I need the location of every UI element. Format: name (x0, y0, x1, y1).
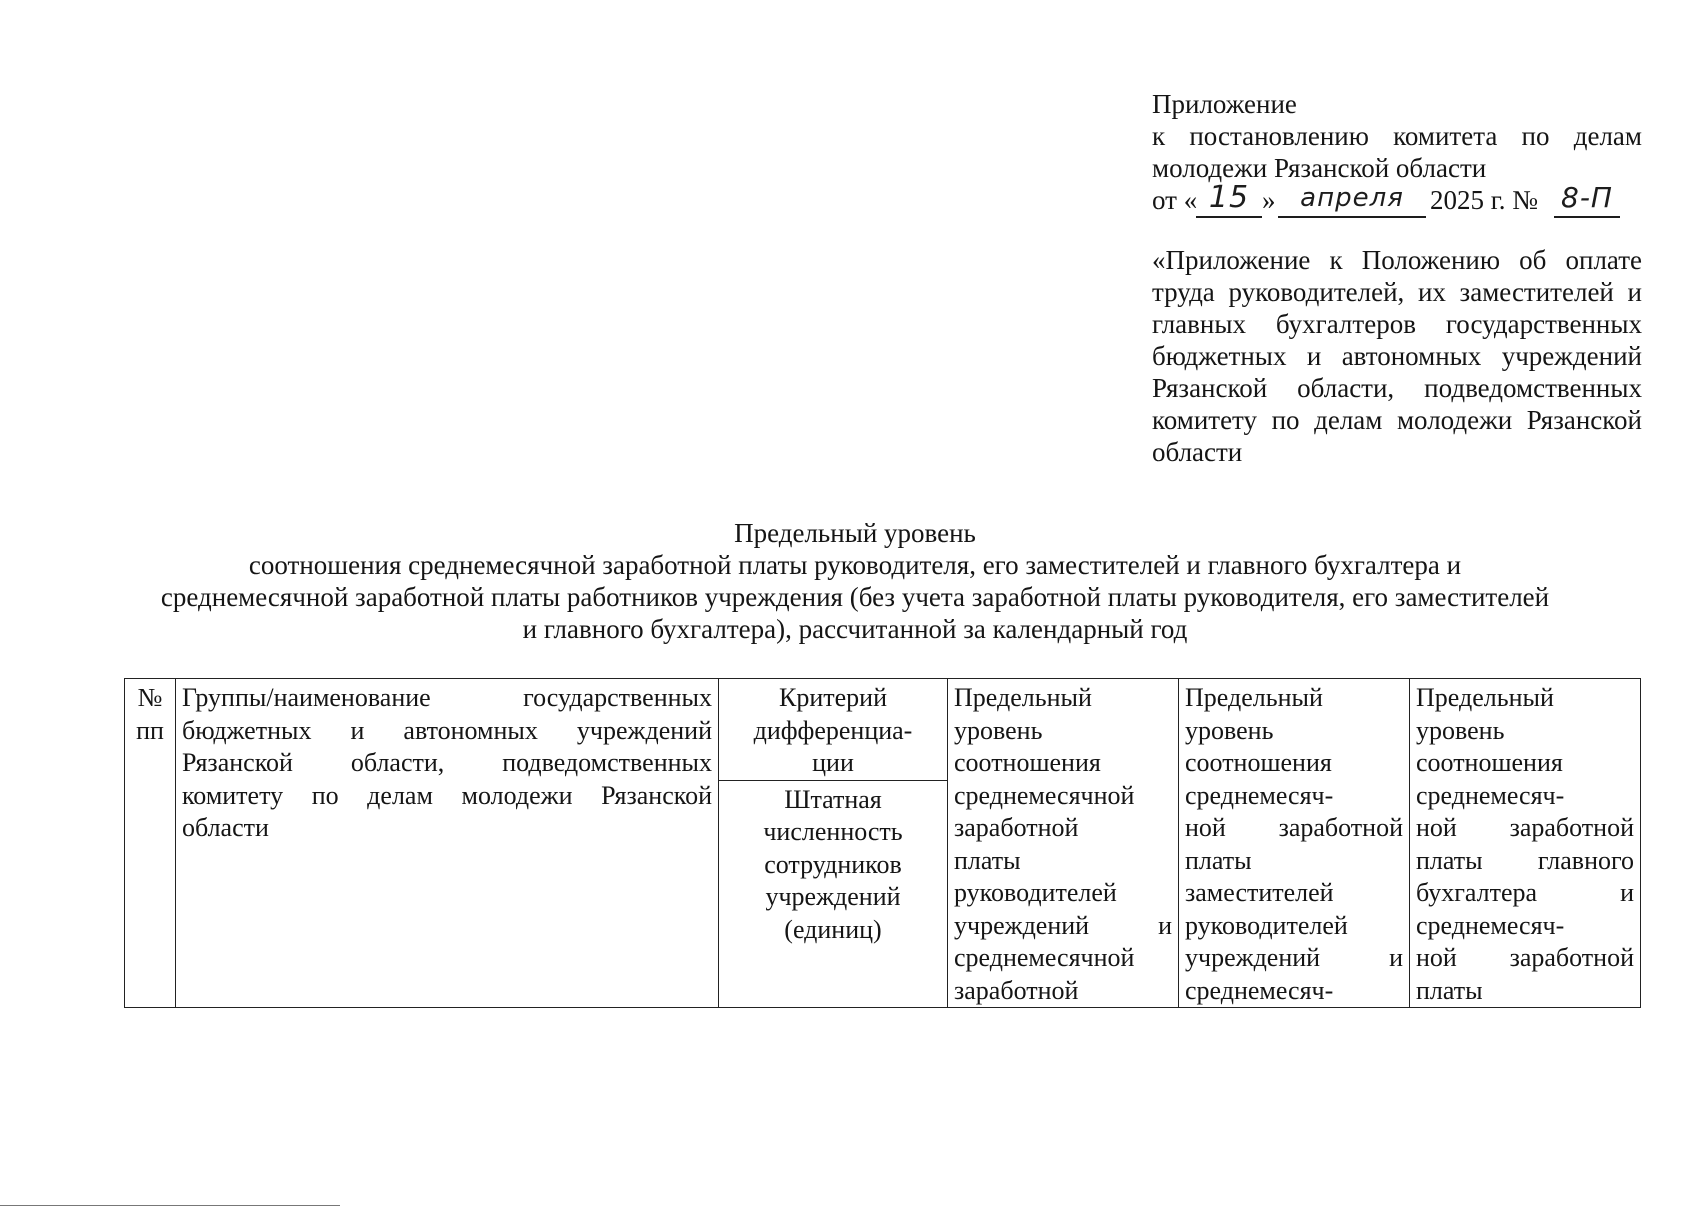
cell-text: соотношения (954, 748, 1101, 777)
cell-text: уровень (1185, 715, 1274, 745)
cell-text: платы (1416, 975, 1483, 1005)
quote-line: области (1152, 437, 1243, 467)
cell-text: сотрудников (764, 849, 902, 879)
cell-text: ции (812, 748, 854, 777)
date-year: 2025 г. № (1430, 185, 1539, 215)
cell-text: Критерий (779, 683, 887, 712)
cell-text: Группы/наименование государственных (182, 683, 712, 712)
cell-text: среднемесяч- (1185, 975, 1334, 1005)
date-prefix: от « (1152, 185, 1198, 215)
date-month-underline (1278, 216, 1426, 218)
cell-text: заместителей (1185, 878, 1334, 907)
cell-text: (единиц) (784, 914, 882, 944)
cell-text: бухгалтера и (1416, 878, 1634, 907)
quote-line: комитету по делам молодежи Рязанской (1152, 405, 1642, 435)
cell-text: Предельный (954, 683, 1092, 712)
cell-text: пп (136, 715, 164, 745)
header-cell-institution-name (176, 679, 719, 1008)
cell-text: ной заработной (1185, 813, 1403, 842)
title-line: Предельный уровень (734, 518, 976, 548)
cell-text: бюджетных и автономных учреждений (182, 715, 712, 745)
cell-text: руководителей (954, 878, 1117, 907)
quote-line: главных бухгалтеров государственных (1152, 309, 1642, 339)
quote-line: Рязанской области, подведомственных (1152, 373, 1642, 403)
cell-text: среднемесячной (954, 780, 1135, 810)
cell-text: Штатная (784, 784, 882, 814)
cell-text: уровень (1416, 715, 1505, 745)
doc-number-handwritten: 8-П (1561, 181, 1613, 214)
cell-text: учреждений (765, 882, 901, 912)
quote-line: бюджетных и автономных учреждений (1152, 341, 1642, 371)
cell-text: платы главного (1416, 845, 1634, 875)
cell-text: среднемесяч- (1185, 780, 1334, 810)
cell-text: соотношения (1416, 748, 1563, 777)
header-cell-criterion (719, 679, 948, 781)
document-title (110, 517, 1600, 645)
header-cell-accountant-limit (1410, 679, 1641, 1008)
header-cell-staff-count (719, 780, 948, 1007)
appendix-date-line (1152, 180, 1642, 218)
doc-number-underline (1554, 216, 1620, 218)
cell-text: среднемесяч- (1416, 910, 1565, 940)
cell-text: № (137, 683, 163, 712)
cell-text: платы (1185, 845, 1252, 875)
cell-text: Предельный (1185, 683, 1323, 712)
header-cell-deputy-limit (1179, 679, 1410, 1008)
date-mid: » (1262, 185, 1276, 215)
header-cell-number (125, 679, 176, 1008)
cell-text: дифференциа- (753, 715, 913, 745)
quote-line: труда руководителей, их заместителей и (1152, 277, 1642, 307)
appendix-title: Приложение (1152, 89, 1297, 119)
cell-text: соотношения (1185, 748, 1332, 777)
quote-line: «Приложение к Положению об оплате (1152, 245, 1642, 275)
title-line: и главного бухгалтера), рассчитанной за календарный год (522, 614, 1188, 644)
cell-text: среднемесяч- (1416, 780, 1565, 810)
cell-text: учреждений и (1185, 943, 1403, 972)
cell-text: уровень (954, 715, 1043, 745)
cell-text: руководителей (1185, 910, 1348, 940)
cell-text: области (182, 813, 269, 842)
appendix-line-1: к постановлению комитета по делам (1152, 121, 1642, 151)
cell-text: численность (763, 817, 903, 847)
cell-text: среднемесячной (954, 943, 1135, 972)
limit-ratio-table (124, 678, 1641, 1008)
cell-text: учреждений и (954, 910, 1172, 940)
appendix-quote (1152, 244, 1642, 468)
date-day-handwritten: 15 (1208, 180, 1250, 215)
date-month-handwritten: апреля (1300, 183, 1404, 213)
cell-text: ной заработной (1416, 943, 1634, 972)
cell-text: Рязанской области, подведомственных (182, 748, 712, 777)
date-day-underline (1196, 216, 1262, 218)
title-line: соотношения среднемесячной заработной платы руководителя, его заместителей и главного бухгалтера и (248, 550, 1462, 580)
header-cell-head-limit (948, 679, 1179, 1008)
cell-text: платы (954, 845, 1021, 875)
cell-text: Предельный (1416, 683, 1554, 712)
appendix-line-2: молодежи Рязанской области (1152, 153, 1487, 183)
cell-text: комитету по делам молодежи Рязанской (182, 780, 712, 810)
appendix-header (1152, 88, 1642, 468)
cell-text: ной заработной (1416, 813, 1634, 842)
table-header-row (125, 679, 1641, 781)
cell-text: заработной (954, 975, 1079, 1005)
title-line: среднемесячной заработной платы работников учреждения (без учета заработной платы руководителя, его заместителей (160, 582, 1550, 612)
cell-text: заработной (954, 813, 1079, 842)
